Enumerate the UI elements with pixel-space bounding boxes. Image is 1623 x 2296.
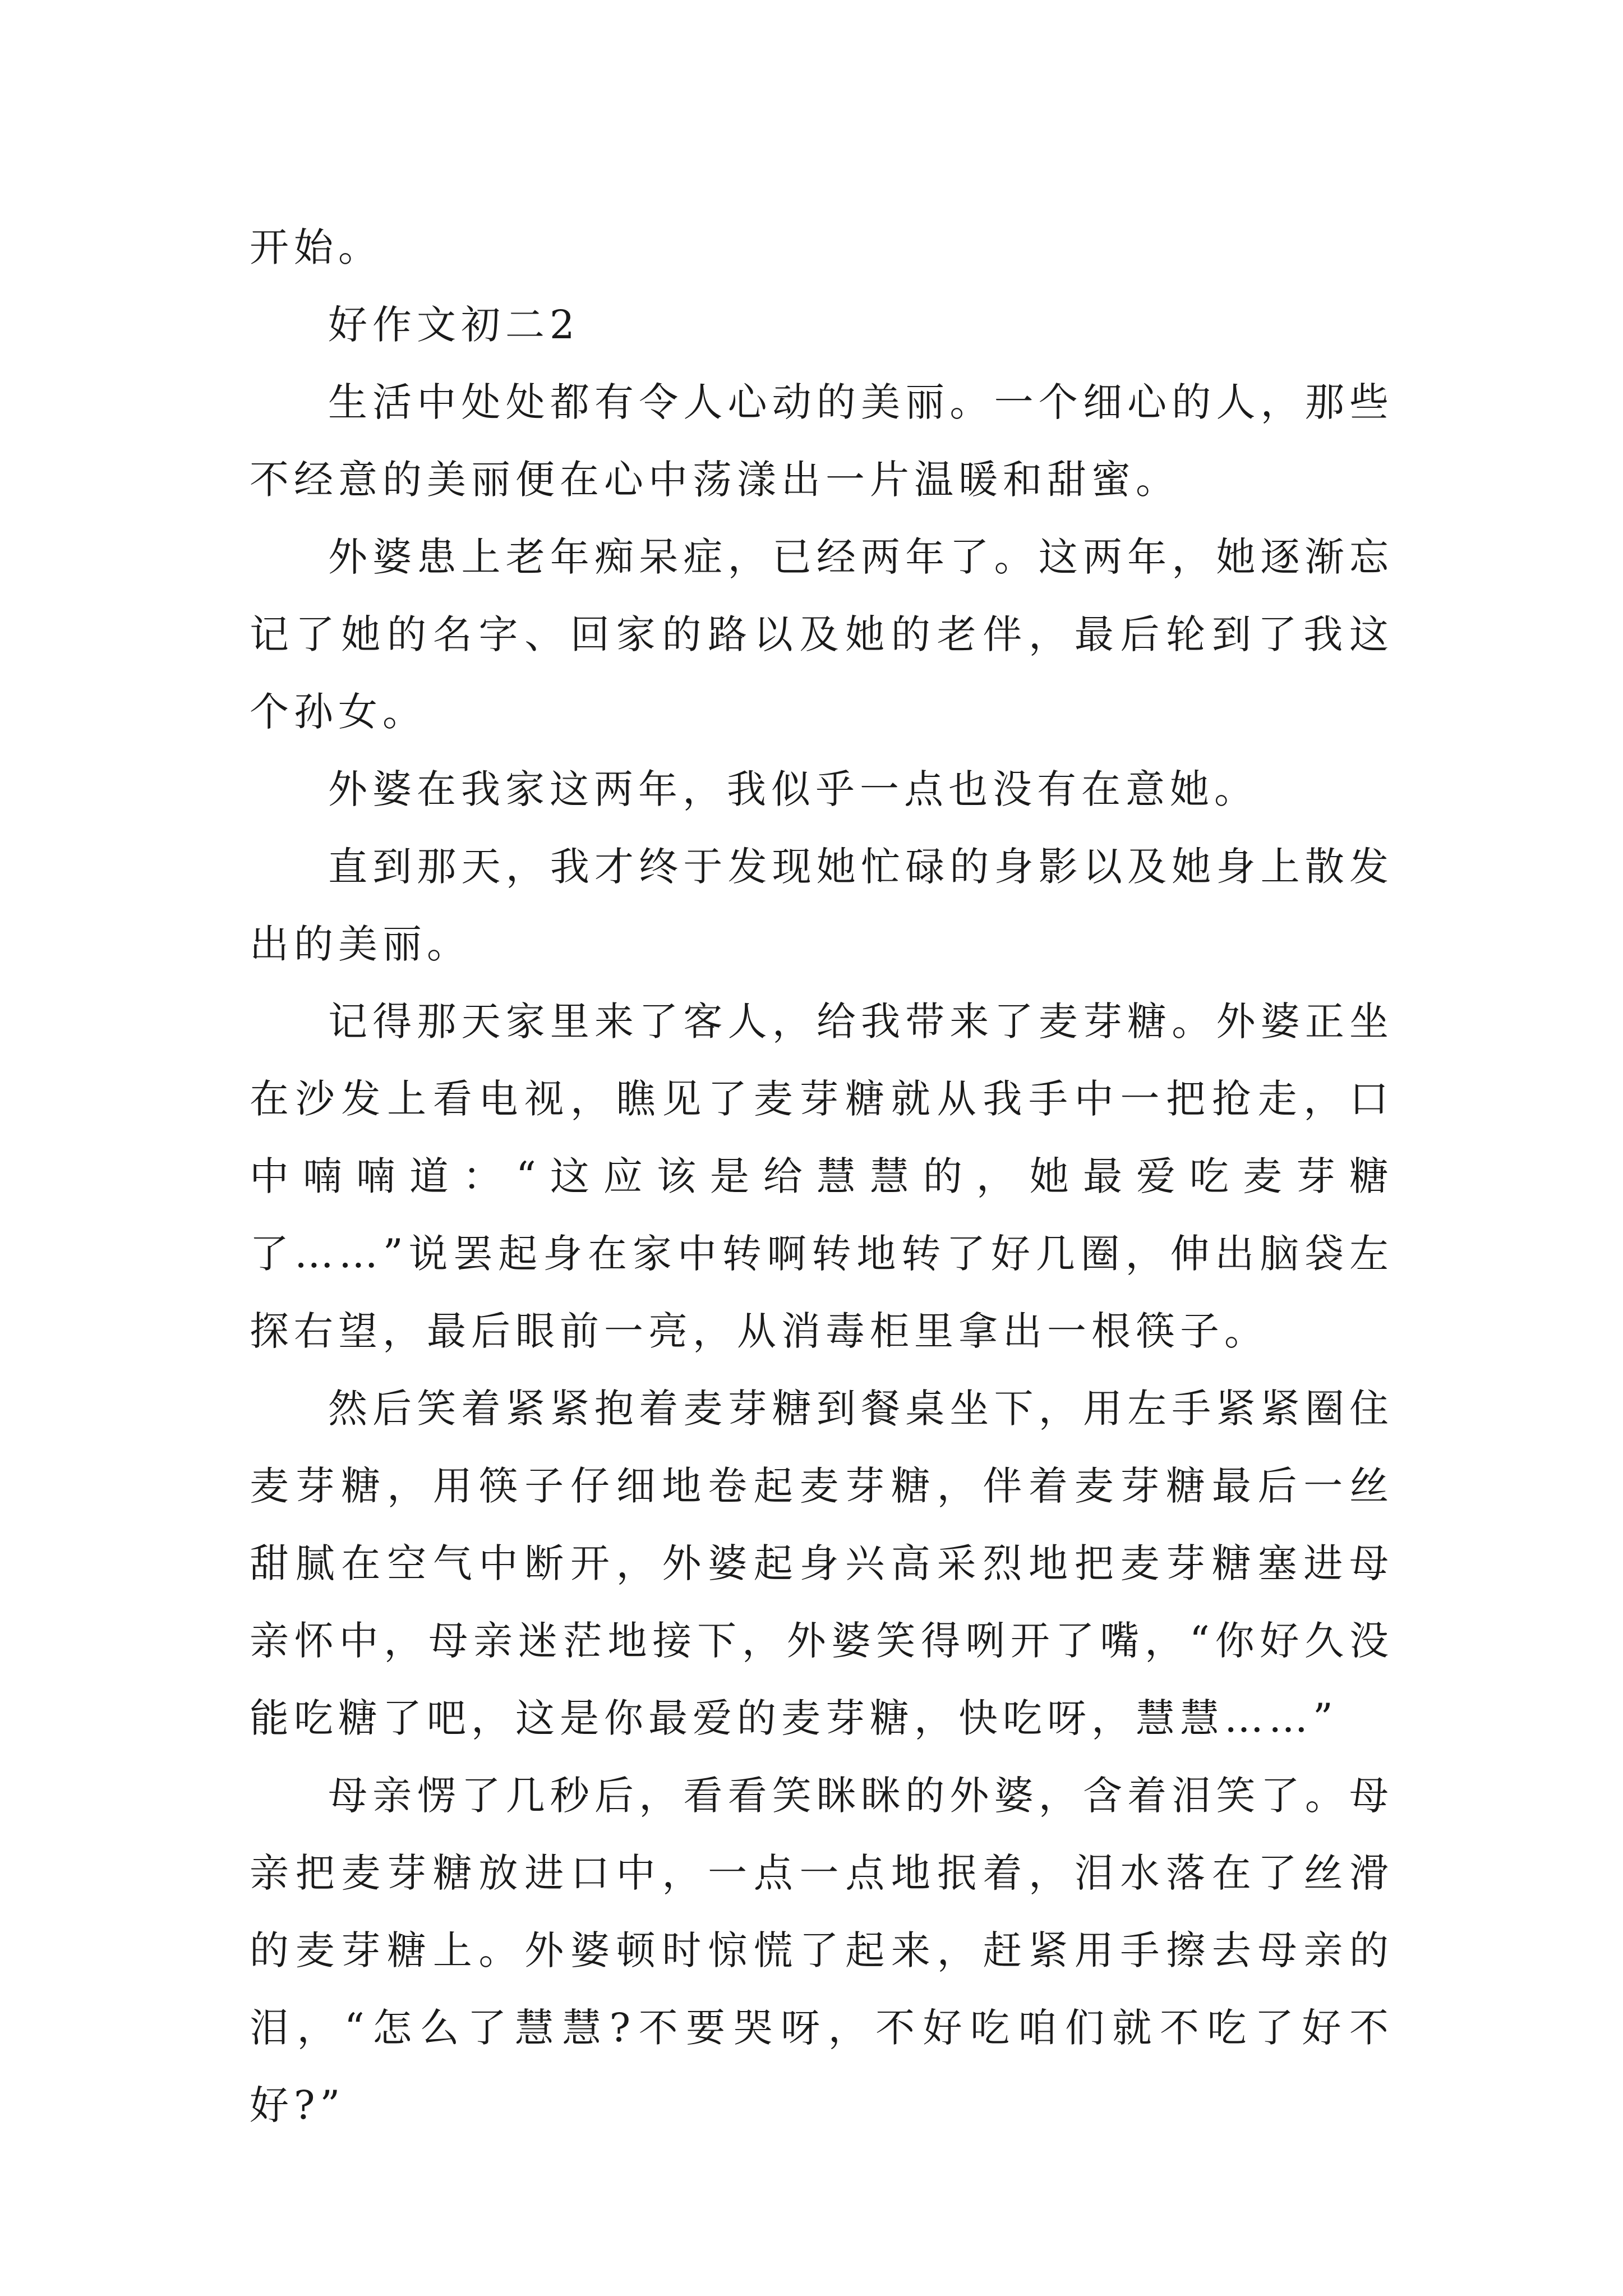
- paragraph: 母亲愣了几秒后，看看笑眯眯的外婆，含着泪笑了。母亲把麦芽糖放进口中，一点一点地抿着，泪水落在了丝滑的麦芽糖上。外婆顿时惊慌了起来，赶紧用手擦去母亲的泪，“怎么了慧慧?不要哭呀，不好吃咱们就不吃了好不好?”: [250, 1773, 1394, 2128]
- paragraph: 外婆在我家这两年，我似乎一点也没有在意她。: [328, 766, 1258, 812]
- paragraph: 生活中处处都有令人心动的美丽。一个细心的人，那些不经意的美丽便在心中荡漾出一片温暖和甜蜜。: [250, 379, 1394, 503]
- paragraph-continuation: 开始。: [250, 224, 382, 270]
- essay-title: 好作文初二2: [328, 302, 580, 348]
- paragraph: 外婆患上老年痴呆症，已经两年了。这两年，她逐渐忘记了她的名字、回家的路以及她的老伴，最后轮到了我这个孙女。: [250, 534, 1394, 735]
- paragraph: 然后笑着紧紧抱着麦芽糖到餐桌坐下，用左手紧紧圈住麦芽糖，用筷子仔细地卷起麦芽糖，伴着麦芽糖最后一丝甜腻在空气中断开，外婆起身兴高采烈地把麦芽糖塞进母亲怀中，母亲迷茫地接下，外婆笑得咧开了嘴，“你好久没能吃糖了吧，这是你最爱的麦芽糖，快吃呀，慧慧……”: [250, 1386, 1394, 1741]
- document-body: [250, 209, 1394, 2144]
- paragraph: 直到那天，我才终于发现她忙碌的身影以及她身上散发出的美丽。: [250, 844, 1394, 967]
- paragraph: 记得那天家里来了客人，给我带来了麦芽糖。外婆正坐在沙发上看电视，瞧见了麦芽糖就从我手中一把抢走，口中喃喃道：“这应该是给慧慧的，她最爱吃麦芽糖了……”说罢起身在家中转啊转地转了好几圈，伸出脑袋左探右望，最后眼前一亮，从消毒柜里拿出一根筷子。: [250, 999, 1394, 1354]
